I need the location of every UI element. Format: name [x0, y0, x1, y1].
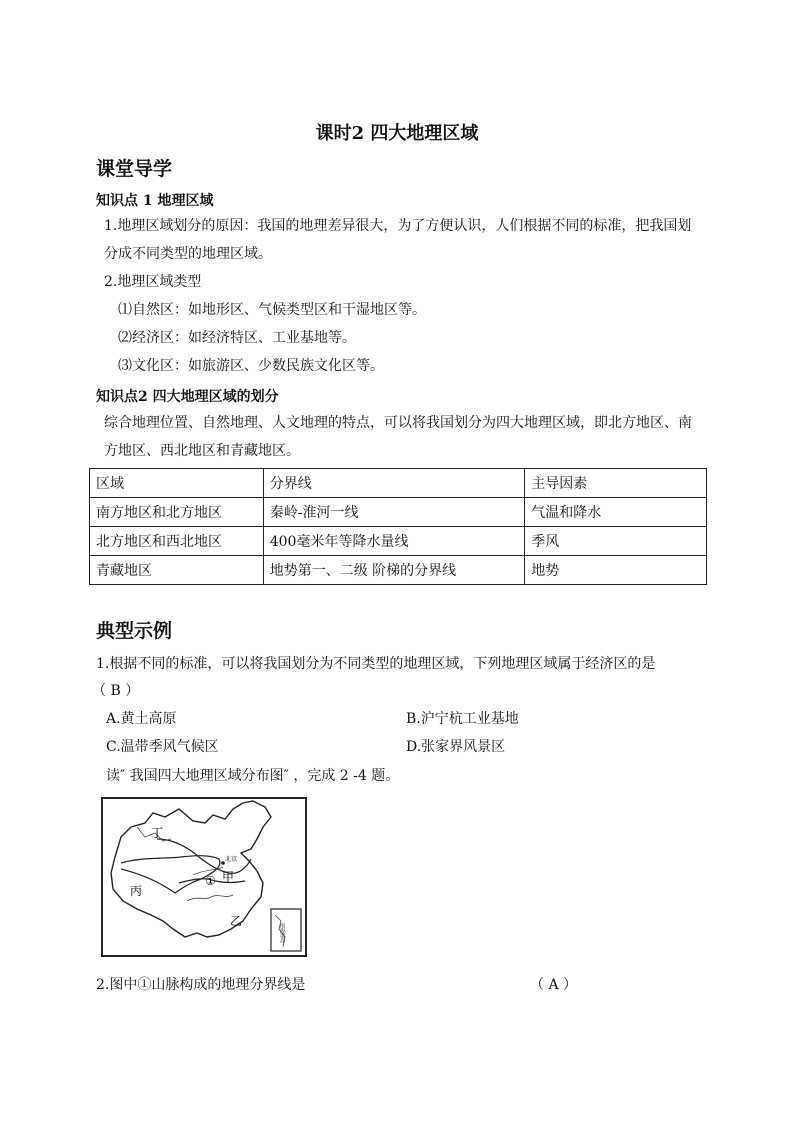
question-2-answer: （ A ）	[530, 977, 578, 993]
table-cell: 气温和降水	[525, 498, 707, 527]
kp1-paragraph-1-line-2: 分成不同类型的地理区域。	[104, 246, 272, 262]
table-header-row	[90, 469, 707, 498]
question-1-option-a: A.黄土高原	[106, 711, 177, 727]
table-cell: 秦岭-淮河一线	[263, 498, 525, 527]
map-reading-instruction: 读″ 我国四大地理区域分布图″ ，完成 2 -4 题。	[106, 768, 400, 784]
table-cell: 地势第一、二级 阶梯的分界线	[263, 556, 525, 585]
table-header-cell: 主导因素	[525, 469, 707, 498]
question-1-option-c: C.温带季风气候区	[106, 739, 219, 755]
table-cell: 地势	[525, 556, 707, 585]
table-header-cell: 区域	[90, 469, 264, 498]
map-label-beijing: 北京	[225, 856, 238, 863]
table-row	[90, 556, 707, 585]
table-cell: 青藏地区	[90, 556, 264, 585]
kp1-paragraph-2: 2.地理区域类型	[104, 274, 202, 290]
table-header-cell: 分界线	[263, 469, 525, 498]
kp1-item-economic: ⑵经济区：如经济特区、工业基地等。	[118, 330, 356, 346]
page-title: 课时2 四大地理区域	[315, 123, 479, 144]
kp2-paragraph-line-2: 方地区、西北地区和青藏地区。	[104, 443, 300, 459]
knowledge-point-1-heading: 知识点 1 地理区域	[96, 193, 214, 209]
question-1-option-b: B.沪宁杭工业基地	[406, 711, 519, 727]
map-label-yi: 乙	[230, 914, 243, 928]
region-division-table	[89, 468, 707, 585]
china-regions-map	[101, 797, 307, 957]
question-2-stem: 2.图中①山脉构成的地理分界线是	[96, 977, 306, 993]
table-row	[90, 527, 707, 556]
knowledge-point-2-heading: 知识点2 四大地理区域的划分	[96, 389, 279, 405]
question-1-option-d: D.张家界风景区	[406, 739, 506, 755]
table-row	[90, 498, 707, 527]
table-cell: 北方地区和西北地区	[90, 527, 264, 556]
question-1-answer: （ B ）	[92, 683, 140, 699]
kp1-paragraph-1-line-1: 1.地理区域划分的原因：我国的地理差异很大，为了方便认识，人们根据不同的标准，把我国划	[104, 218, 692, 234]
section-heading-classroom: 课堂导学	[96, 158, 173, 180]
map-label-xi: 丙	[130, 884, 143, 898]
kp1-item-natural: ⑴自然区：如地形区、气候类型区和干湿地区等。	[118, 302, 426, 318]
table-cell: 南方地区和北方地区	[90, 498, 264, 527]
kp1-item-cultural: ⑶文化区：如旅游区、少数民族文化区等。	[118, 358, 384, 374]
map-label-circle-one: ①	[205, 874, 216, 888]
section-heading-examples: 典型示例	[96, 620, 173, 642]
map-label-jia: 甲	[222, 870, 235, 884]
question-1-stem: 1.根据不同的标准，可以将我国划分为不同类型的地理区域，下列地理区域属于经济区的是	[96, 656, 656, 672]
table-cell: 400毫米年等降水量线	[263, 527, 525, 556]
map-label-south-sea: 南海诸岛	[279, 923, 285, 943]
kp2-paragraph-line-1: 综合地理位置、自然地理、人文地理的特点，可以将我国划分为四大地理区域，即北方地区、南	[104, 415, 692, 431]
table-cell: 季风	[525, 527, 707, 556]
map-label-ding: 丁	[151, 826, 164, 840]
